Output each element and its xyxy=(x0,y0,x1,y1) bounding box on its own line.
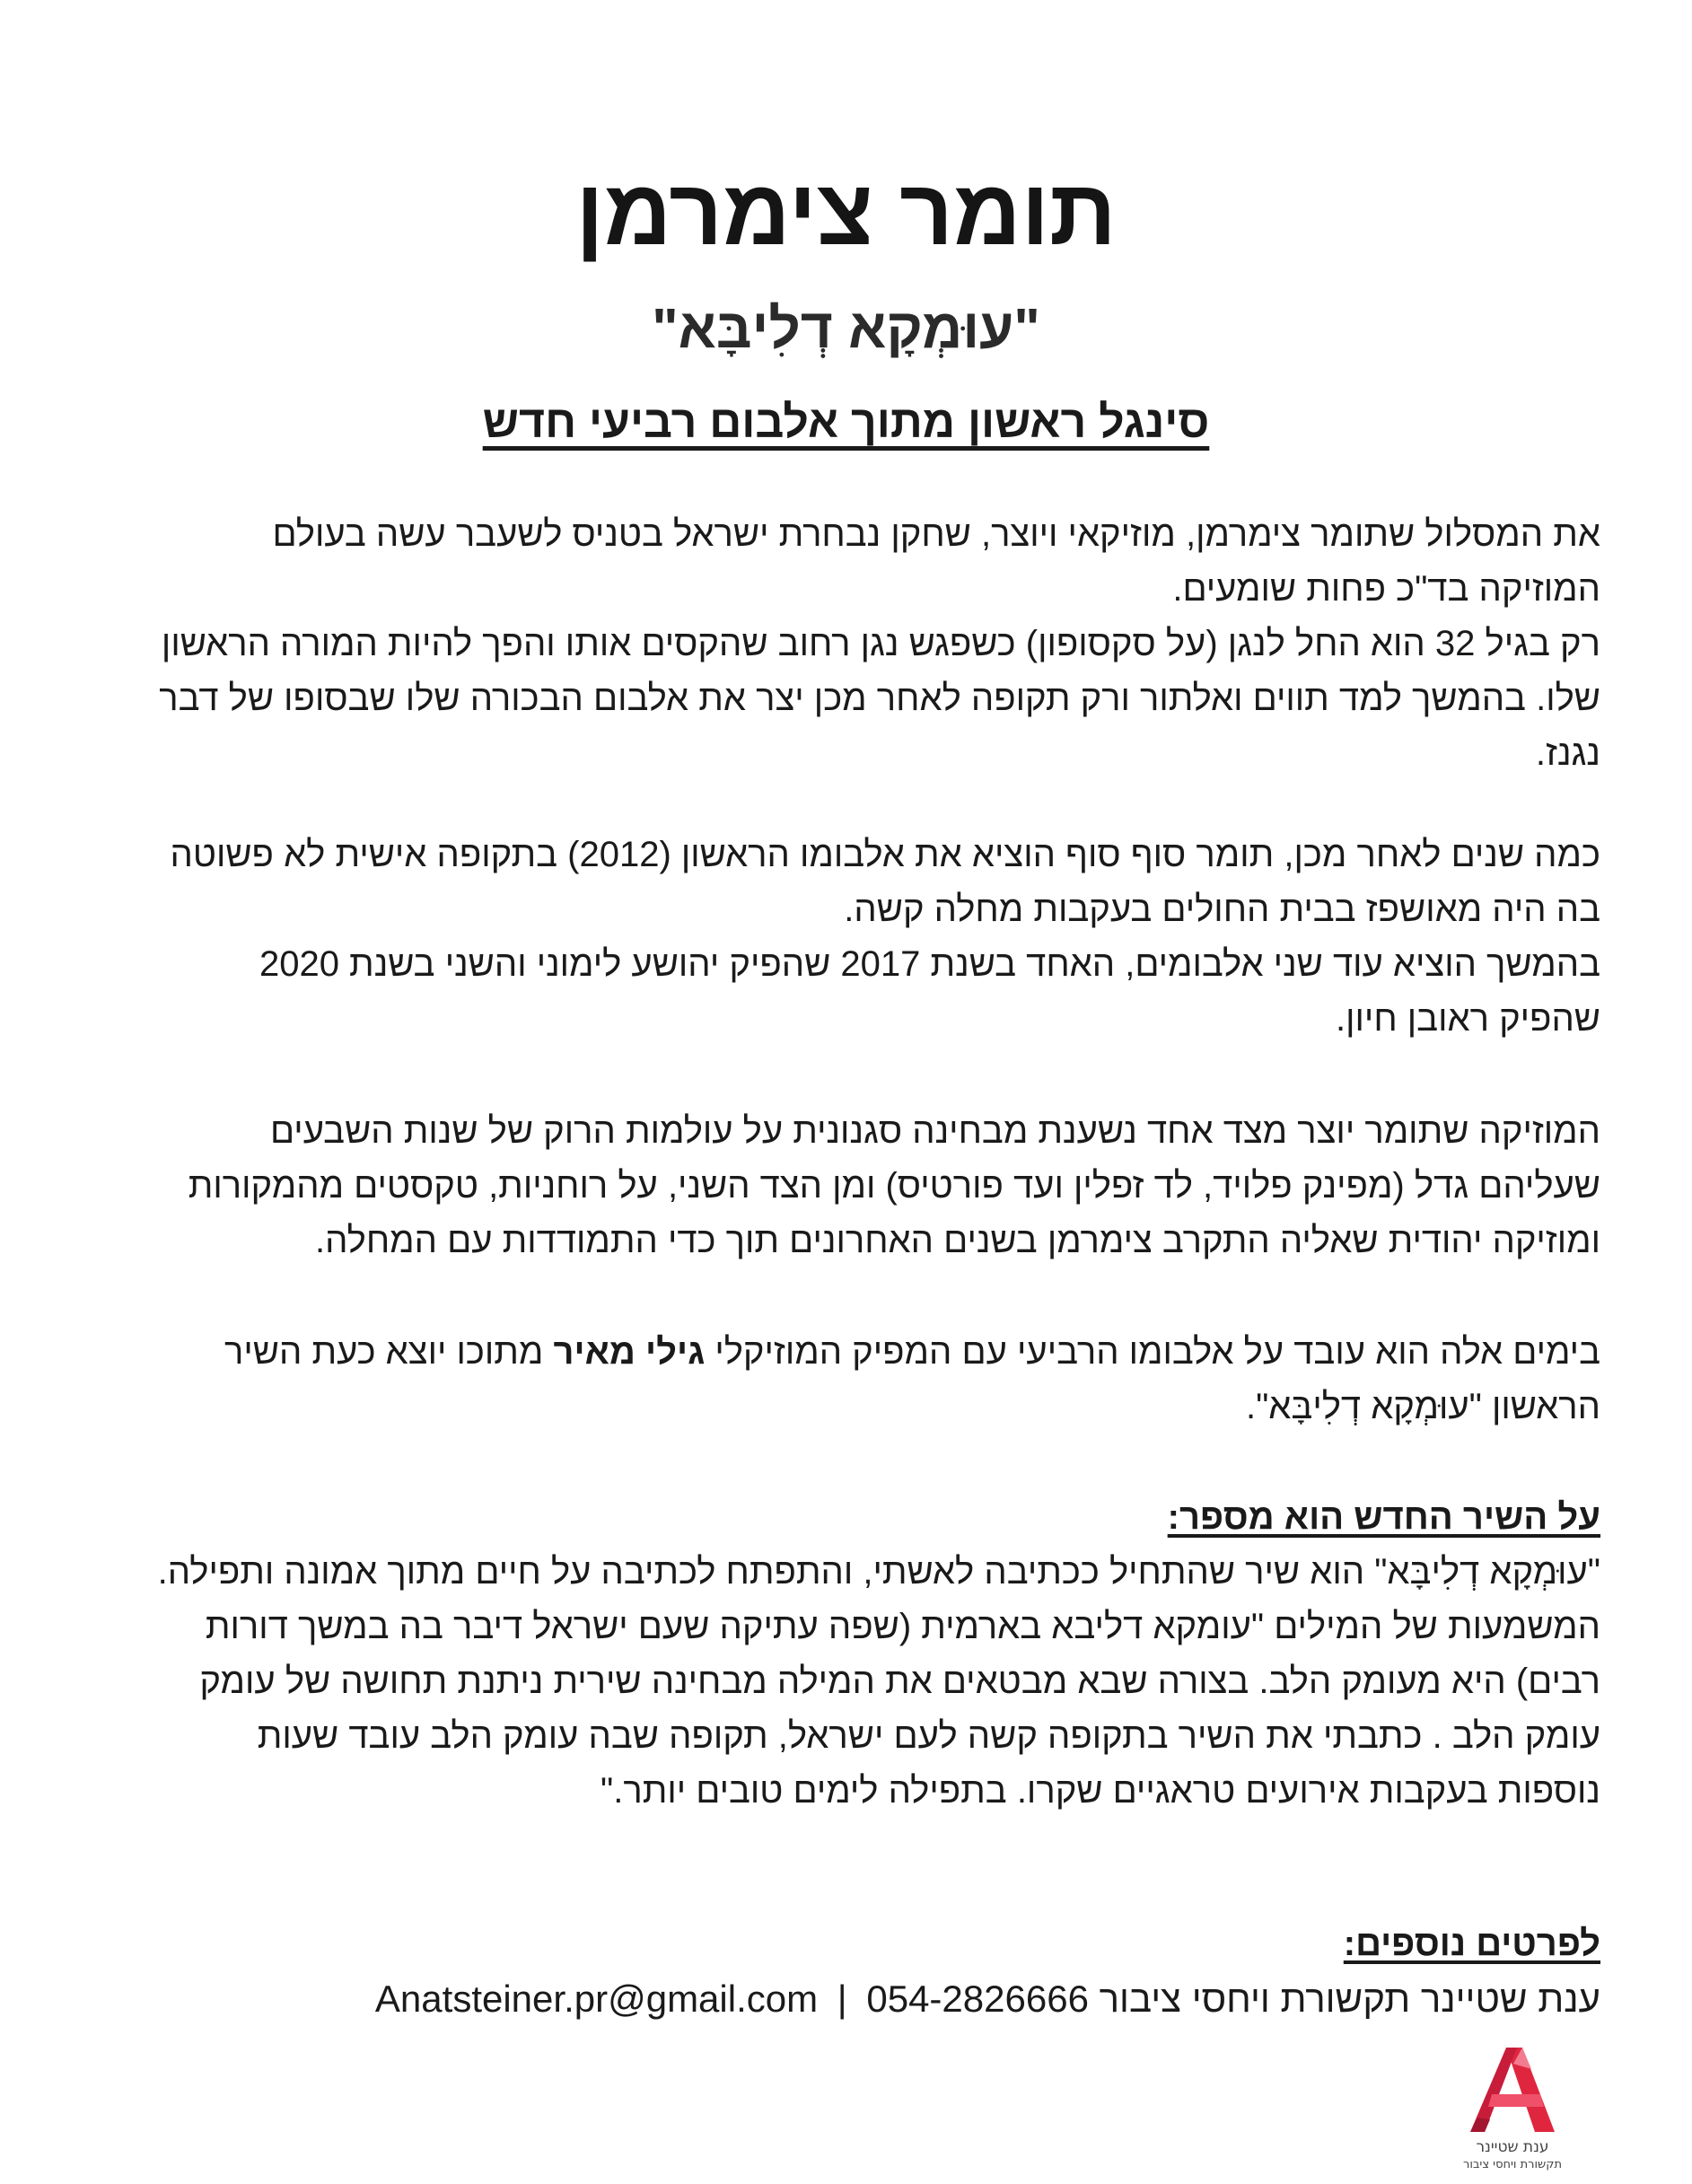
contact-email[interactable]: Anatsteiner.pr@gmail.com xyxy=(374,1978,819,2020)
logo-tagline: תקשורת ויחסי ציבור xyxy=(1463,2158,1562,2171)
paragraph-line: המוזיקה שתומר יוצר מצד אחד נשענת מבחינה סגנונית על עולמות הרוק של שנות השבעים xyxy=(269,1111,1600,1151)
quote-heading: על השיר החדש הוא מספר: xyxy=(1167,1497,1600,1537)
company-logo xyxy=(1454,2042,1571,2177)
paragraph-line: בהמשך הוציא עוד שני אלבומים, האחד בשנת 2017 שהפיק יהושע לימוני והשני בשנת 2020 xyxy=(259,944,1600,984)
contact-phone[interactable]: 054-2826666 xyxy=(866,1978,1089,2020)
logo-a-icon xyxy=(1454,2042,1571,2141)
paragraph-line: נוספות בעקבות אירועים טראגיים שקרו. בתפילה לימים טובים יותר." xyxy=(601,1771,1600,1811)
paragraph-line: "עוּמְקָא דְלִיבָּא" הוא שיר שהתחיל ככתיבה לאשתי, והתפתח לכתיבה על חיים מתוך אמונה ותפילה. xyxy=(157,1552,1600,1592)
paragraph-style xyxy=(52,1104,1600,1268)
paragraph-albums xyxy=(52,828,1600,1047)
text-segment: בימים אלה הוא עובד על אלבומו הרביעי עם המפיק המוזיקלי xyxy=(705,1332,1600,1372)
page-title: תומר צימרמן xyxy=(575,161,1117,265)
contact-name: ענת שטיינר תקשורת ויחסי ציבור xyxy=(1099,1978,1600,2020)
paragraph-line: רק בגיל 32 הוא החל לנגן (על סקסופון) כשפגש נגן רחוב שהקסים אותו והפך להיות המורה הראשון xyxy=(161,624,1600,663)
paragraph-line xyxy=(52,1325,1600,1380)
paragraph-line: שלו. בהמשך למד תווים ואלתור ורק תקופה לאחר מכן יצר את אלבום הבכורה שלו שבסופו של דבר xyxy=(159,679,1600,718)
paragraph-line: את המסלול שתומר צימרמן, מוזיקאי ויוצר, שחקן נבחרת ישראל בטניס לשעבר עשה בעולם xyxy=(272,514,1600,554)
paragraph-line: כמה שנים לאחר מכן, תומר סוף סוף הוציא את אלבומו הראשון (2012) בתקופה אישית לא פשוטה xyxy=(170,835,1600,874)
paragraph-line: שעליהם גדל (מפינק פלויד, לד זפלין ועד פורטיס) ומן הצד השני, על רוחניות, טקסטים מהמקורות xyxy=(188,1166,1600,1206)
paragraph-line: עומק הלב . כתבתי את השיר בתקופה קשה לעם ישראל, תקופה שבה עומק הלב עובד שעות xyxy=(257,1716,1600,1756)
text-segment: מתוכו יוצא כעת השיר xyxy=(224,1332,554,1372)
paragraph-line: המשמעות של המילים "עומקא דליבא בארמית (שפה עתיקה שעם ישראל דיבר בה במשך דורות xyxy=(205,1607,1600,1646)
subtitle: סינגל ראשון מתוך אלבום רביעי חדש xyxy=(482,397,1210,447)
paragraph-line: בה היה מאושפז בבית החולים בעקבות מחלה קשה. xyxy=(844,890,1600,929)
paragraph-line: ומוזיקה יהודית שאליה התקרב צימרמן בשנים האחרונים תוך כדי התמודדות עם המחלה. xyxy=(315,1221,1600,1260)
paragraph-line: המוזיקה בד"כ פחות שומעים. xyxy=(1172,569,1600,609)
paragraph-line: נגנז. xyxy=(1535,733,1600,773)
paragraph-bio xyxy=(52,507,1600,781)
logo-name: ענת שטיינר xyxy=(1476,2138,1549,2156)
song-title: "עוּמְקָא דְלִיבָּא" xyxy=(652,298,1040,360)
contact-separator: | xyxy=(837,1978,847,2020)
paragraph-line: שהפיק ראובן חיון. xyxy=(1336,999,1600,1039)
paragraph-line: רבים) היא מעומק הלב. בצורה שבא מבטאים את המילה מבחינה שירית ניתנת תחושה של עומק xyxy=(199,1662,1600,1701)
contact-heading: לפרטים נוספים: xyxy=(1343,1924,1600,1963)
paragraph-new-album xyxy=(52,1325,1600,1434)
contact-line xyxy=(375,1971,1600,2026)
paragraph-quote xyxy=(52,1545,1600,1819)
paragraph-line: הראשון "עוּמְקָא דְלִיבָּא". xyxy=(1245,1387,1600,1426)
logo-text xyxy=(1454,2139,1571,2173)
producer-name: גילי מאיר xyxy=(553,1332,706,1372)
